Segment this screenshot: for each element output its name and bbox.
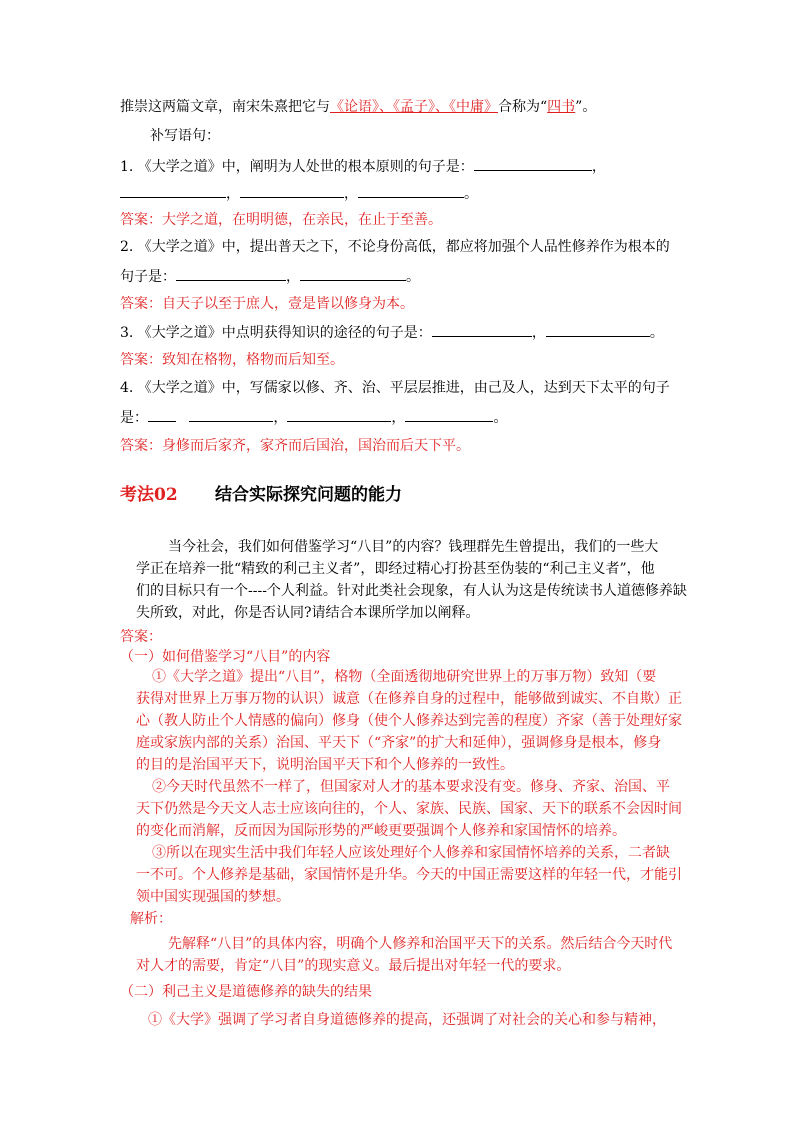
punct: ， [591,159,606,175]
answer-blank[interactable] [148,408,176,422]
fill-title: 补写语句： [150,128,220,144]
book-lunyu: 《论语》 [330,99,379,115]
section-heading [120,480,402,505]
prompt-line: 当今社会，我们如何借鉴学习“八目”的内容？钱理群先生曾提出，我们的一些大 [168,539,659,555]
prompt-line: 失所致，对此，你是否认同?请结合本课所学加以阐释。 [136,605,480,621]
answer-1 [120,211,442,229]
section-number: 考法02 [120,485,178,505]
answer-blank[interactable] [405,408,493,422]
punct: 。 [406,269,420,285]
question-text: 句子是： [120,269,176,285]
question-text: 3. 《大学之道》中点明获得知识的途径的句子是： [120,325,432,341]
question-2-line1: 2. 《大学之道》中，提出普天之下，不论身份高低，都应将加强个人品性修养作为根本的 [120,239,670,255]
punct: ， [273,410,288,426]
punct: ， [531,325,546,341]
punct: 。 [464,186,478,202]
question-text: 是： [120,410,148,426]
intro-prefix: 推崇这两篇文章，南宋朱熹把它与 [120,99,330,115]
prompt-line: 学正在培养一批“精致的利己主义者”，即经过精心打扮甚至伪装的“利己主义者”，他 [136,561,655,577]
part1-line: 的目的是治国平天下，说明治国平天下和个人修养的一致性。 [136,757,514,773]
part1-line: 心（教人防止个人情感的偏向）修身（使个人修养达到完善的程度）齐家（善于处理好家 [136,713,682,729]
answer-blank[interactable] [240,184,344,198]
question-text: 1. 《大学之道》中，阐明为人处世的根本原则的句子是： [120,159,474,175]
answer-4 [120,437,470,455]
question-2-line2 [120,267,420,286]
punct: ， [286,269,300,285]
punct: ， [391,410,406,426]
question-4-line2 [120,408,507,427]
punct: ， [344,186,358,202]
question-1-line2 [120,184,478,203]
section-title: 结合实际探究问题的能力 [215,485,402,505]
question-3-line1 [120,323,664,342]
part1-line: 获得对世界上万事万物的认识）诚意（在修养自身的过程中，能够做到诚实、不自欺）正 [136,691,682,707]
book-separator: 、 [379,99,393,115]
part1-line: ①《大学之道》提出“八目”，格物（全面透彻地研究世界上的万事万物）致知（要 [152,669,657,685]
answer-blank[interactable] [432,323,532,337]
answer-label: 答案： [120,352,162,368]
part1-title: （一）如何借鉴学习“八目”的内容 [120,649,331,665]
answer-blank[interactable] [300,267,406,281]
four-books: 四书 [547,99,576,115]
answer-text: 致知在格物，格物而后知至。 [162,352,344,368]
intro-suffix: ”。 [575,99,597,115]
analysis-line: 先解释“八目”的具体内容，明确个人修养和治国平天下的关系。然后结合今天时代 [168,936,673,952]
answer-label: 答案： [120,296,162,312]
part1-line: 的变化而消解，反而因为国际形势的严峻更要强调个人修养和家国情怀的培养。 [136,823,626,839]
answer-blank[interactable] [474,157,592,171]
analysis-label: 解析： [130,911,172,927]
answer-3 [120,351,344,369]
answer-2 [120,295,414,313]
answer-blank[interactable] [287,408,391,422]
answer-text: 大学之道，在明明德，在亲民，在止于至善。 [162,212,442,228]
answer-blank[interactable] [358,184,464,198]
answer-text: 自天子以至于庶人，壹是皆以修身为本。 [162,296,414,312]
part1-line: 天下仍然是今天文人志士应该向往的，个人、家族、民族、国家、天下的联系不会因时间 [136,801,682,817]
part1-line: 领中国实现强国的梦想。 [136,889,290,905]
part1-line: ③所以在现实生活中我们年轻人应该处理好个人修养和家国情怀培养的关系，二者缺 [152,845,670,861]
punct: 。 [493,410,508,426]
answer-blank[interactable] [189,408,273,422]
answer-blank[interactable] [176,267,286,281]
answer-label: 答案： [120,212,162,228]
answer-label: 答案： [120,438,162,454]
question-4-line1: 4. 《大学之道》中，写儒家以修、齐、治、平层层推进，由己及人，达到天下太平的句子 [120,380,670,396]
punct: ， [226,186,240,202]
part2-line: ①《大学》强调了学习者自身道德修养的提高，还强调了对社会的关心和参与精神， [148,1012,666,1028]
book-mengzi: 《孟子》 [393,99,435,115]
book-separator: 、 [435,99,449,115]
answer-text: 身修而后家齐，家齐而后国治，国治而后天下平。 [162,438,470,454]
part2-title: （二）利己主义是道德修养的缺失的结果 [120,984,372,1000]
punct: 。 [649,325,664,341]
question-1-line1 [120,157,606,176]
intro-mid: 合称为“ [498,99,548,115]
intro-line [120,98,596,116]
prompt-line: 们的目标只有一个----个人利益。针对此类社会现象，有人认为这是传统读书人道德修养缺 [136,583,687,599]
part1-line: ②今天时代虽然不一样了，但国家对人才的基本要求没有变。修身、齐家、治国、平 [152,779,670,795]
answer-blank[interactable] [546,323,650,337]
part1-line: 庭或家族内部的关系）治国、平天下（“齐家”的扩大和延伸），强调修身是根本，修身 [136,735,662,751]
book-zhongyong: 《中庸》 [449,99,498,115]
answer-blank[interactable] [120,184,226,198]
answer-label: 答案： [120,629,162,645]
part1-line: 一不可。个人修养是基础，家国情怀是升华。今天的中国正需要这样的年轻一代，才能引 [136,867,682,883]
analysis-line: 对人才的需要，肯定“八目”的现实意义。最后提出对年轻一代的要求。 [136,958,571,974]
